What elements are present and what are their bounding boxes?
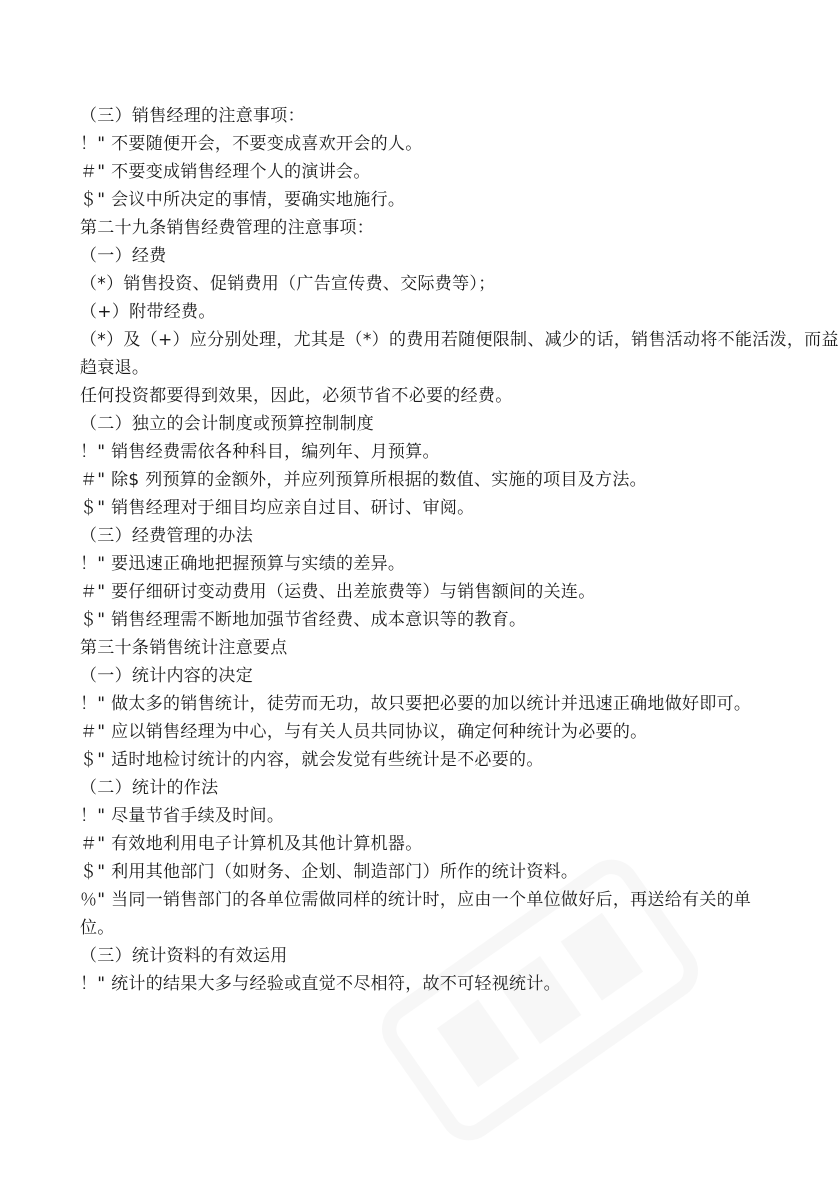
list-item: ＄" 会议中所决定的事情，要确实地施行。 <box>80 190 406 210</box>
section-heading: （三）销售经理的注意事项： <box>80 106 305 126</box>
list-item: ＄" 适时地检讨统计的内容，就会发觉有些统计是不必要的。 <box>80 750 544 770</box>
list-item: ％" 当同一销售部门的各单位需做同样的统计时，应由一个单位做好后，再送给有关的单位。 <box>80 890 752 938</box>
list-item: ＄" 利用其他部门（如财务、企划、制造部门）所作的统计资料。 <box>80 862 579 882</box>
document-body <box>80 102 839 998</box>
section-heading: （二）独立的会计制度或预算控制制度 <box>80 414 375 434</box>
list-item: ＃" 有效地利用电子计算机及其他计算机器。 <box>80 834 423 854</box>
list-item: （*）销售投资、促销费用（广告宣传费、交际费等）； <box>80 274 496 294</box>
list-item: ！" 统计的结果大多与经验或直觉不尽相符，故不可轻视统计。 <box>80 974 561 994</box>
section-heading: （一）经费 <box>80 246 167 266</box>
paragraph-line: 任何投资都要得到效果，因此，必须节省不必要的经费。 <box>80 386 513 406</box>
section-heading: （三）统计资料的有效运用 <box>80 946 288 966</box>
paragraph-line: （*）及（+）应分别处理，尤其是（*）的费用若随便限制、减少的话，销售活动将不能活泼，而益 <box>80 330 839 350</box>
list-item: ！" 不要随便开会，不要变成喜欢开会的人。 <box>80 134 423 154</box>
section-heading: （一）统计内容的决定 <box>80 666 253 686</box>
list-item: ＄" 销售经理需不断地加强节省经费、成本意识等的教育。 <box>80 610 527 630</box>
list-item: ！" 尽量节省手续及时间。 <box>80 806 285 826</box>
list-item: ＃" 要仔细研讨变动费用（运费、出差旅费等）与销售额间的关连。 <box>80 582 596 602</box>
article-heading: 第二十九条销售经费管理的注意事项： <box>80 218 375 238</box>
article-heading: 第三十条销售统计注意要点 <box>80 638 288 658</box>
list-item: ！" 做太多的销售统计，徒劳而无功，故只要把必要的加以统计并迅速正确地做好即可。 <box>80 694 752 714</box>
section-heading: （三）经费管理的办法 <box>80 526 253 546</box>
paragraph-line: 趋衰退。 <box>80 358 150 378</box>
list-item: （+）附带经费。 <box>80 302 216 322</box>
list-item: ！" 销售经费需依各种科目，编列年、月预算。 <box>80 442 440 462</box>
list-item: ＃" 除$ 列预算的金额外，并应列预算所根据的数值、实施的项目及方法。 <box>80 470 647 490</box>
section-heading: （二）统计的作法 <box>80 778 219 798</box>
list-item: ！" 要迅速正确地把握预算与实绩的差异。 <box>80 554 406 574</box>
list-item: ＃" 不要变成销售经理个人的演讲会。 <box>80 162 371 182</box>
list-item: ＃" 应以销售经理为中心，与有关人员共同协议，确定何种统计为必要的。 <box>80 722 648 742</box>
list-item: ＄" 销售经理对于细目均应亲自过目、研讨、审阅。 <box>80 498 475 518</box>
